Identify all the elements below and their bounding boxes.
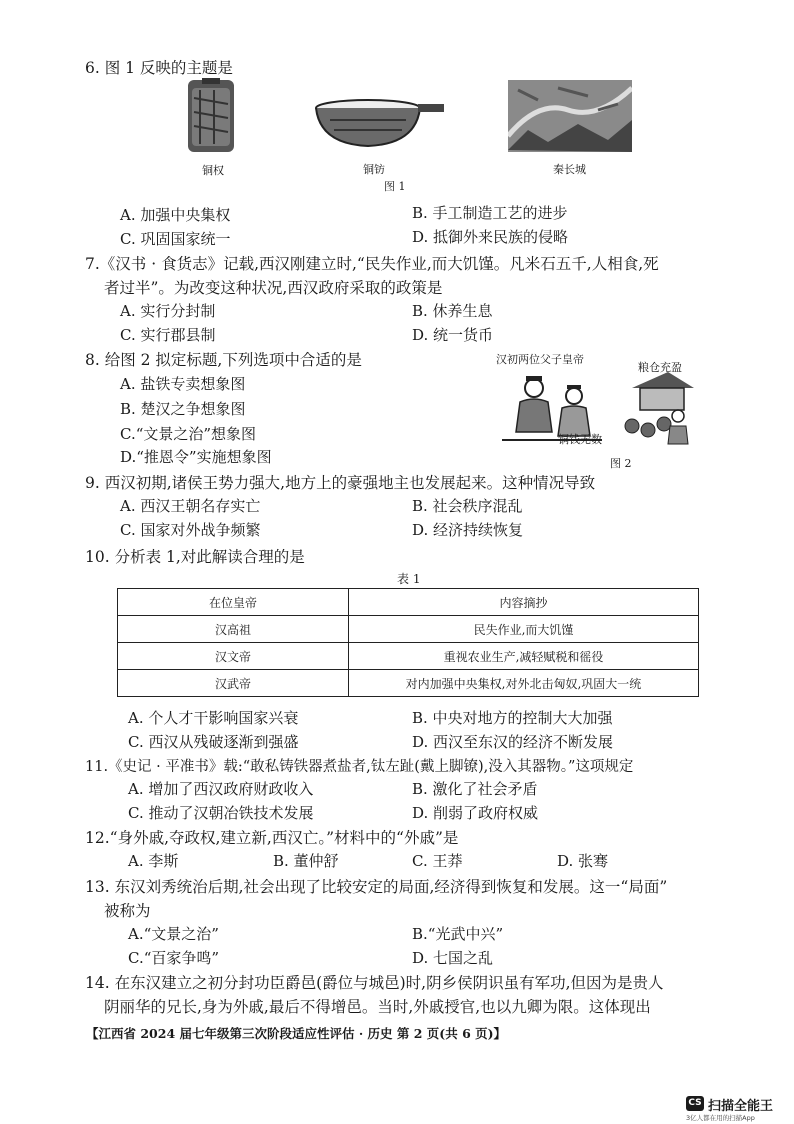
q10-option-a: A. 个人才干影响国家兴衰 [128, 709, 299, 727]
q7-stem-line1: 7.《汉书 · 食货志》记载,西汉刚建立时,“民失作业,而大饥馑。凡米石五千,人相食,死 [85, 255, 659, 273]
q11-option-b: B. 激化了社会矛盾 [412, 780, 538, 798]
q10-option-d: D. 西汉至东汉的经济不断发展 [412, 733, 614, 751]
q10-stem: 10. 分析表 1,对此解读合理的是 [85, 548, 305, 566]
q9-option-b: B. 社会秩序混乱 [412, 497, 523, 515]
watermark-app-name: 扫描全能王 [708, 1099, 774, 1114]
table-cell: 汉武帝 [118, 670, 349, 697]
table-cell: 汉高祖 [118, 616, 349, 643]
q7-option-c: C. 实行郡县制 [120, 326, 216, 344]
q7-option-d: D. 统一货币 [412, 326, 494, 344]
table-header: 在位皇帝 [118, 589, 349, 616]
page-footer: 【江西省 2024 届七年级第三次阶段适应性评估 · 历史 第 2 页(共 6 页)】 [86, 1026, 507, 1041]
q11-option-a: A. 增加了西汉政府财政收入 [128, 780, 314, 798]
q8-option-d: D.“推恩令”实施想象图 [120, 448, 272, 466]
q13-option-b: B.“光武中兴” [412, 925, 504, 943]
q9-option-a: A. 西汉王朝名存实亡 [120, 497, 261, 515]
figure2-label-granary: 粮仓充盈 [638, 361, 682, 374]
q8-option-c: C.“文景之治”想象图 [120, 425, 257, 443]
table-cell: 对内加强中央集权,对外北击匈奴,巩固大一统 [349, 670, 699, 697]
caption-bronze-weight: 铜权 [202, 164, 224, 177]
watermark-tagline: 3亿人都在用的扫描App [686, 1114, 755, 1122]
q12-option-b: B. 董仲舒 [273, 852, 339, 870]
table-header: 内容摘抄 [349, 589, 699, 616]
q12-stem: 12.“身外戚,夺政权,建立新,西汉亡。”材料中的“外戚”是 [85, 829, 459, 847]
q11-stem: 11.《史记 · 平准书》载:“敢私铸铁器煮盐者,钛左趾(戴上脚镣),没入其器物。”这项规定 [85, 759, 634, 775]
table1 [117, 588, 699, 697]
q9-stem: 9. 西汉初期,诸侯王势力强大,地方上的豪强地主也发展起来。这种情况导致 [85, 474, 596, 492]
q13-stem-line1: 13. 东汉刘秀统治后期,社会出现了比较安定的局面,经济得到恢复和发展。这一“局面” [85, 878, 668, 896]
q13-option-c: C.“百家争鸣” [128, 949, 220, 967]
table1-caption: 表 1 [397, 572, 421, 586]
table-cell: 汉文帝 [118, 643, 349, 670]
q11-option-c: C. 推动了汉朝冶铁技术发展 [128, 804, 314, 822]
q7-option-b: B. 休养生息 [412, 302, 493, 320]
q10-option-c: C. 西汉从残破逐渐到强盛 [128, 733, 299, 751]
q6-stem: 6. 图 1 反映的主题是 [85, 59, 233, 77]
bronze-weight-image [186, 78, 236, 154]
q6-option-a: A. 加强中央集权 [120, 206, 231, 224]
q6-option-c: C. 巩固国家统一 [120, 230, 231, 248]
q14-stem-line2: 阴丽华的兄长,身为外戚,最后不得增邑。当时,外戚授官,也以九卿为限。这体现出 [104, 998, 651, 1016]
q7-option-a: A. 实行分封制 [120, 302, 216, 320]
figure2-caption: 图 2 [610, 457, 632, 470]
q8-option-a: A. 盐铁专卖想象图 [120, 375, 246, 393]
bronze-vessel-image [310, 96, 446, 152]
caption-bronze-vessel: 铜钫 [363, 163, 385, 176]
table-row [118, 643, 699, 670]
table-row [118, 616, 699, 643]
q8-option-b: B. 楚汉之争想象图 [120, 400, 246, 418]
q6-option-d: D. 抵御外来民族的侵略 [412, 228, 569, 246]
q12-option-c: C. 王莽 [412, 852, 463, 870]
table-cell: 重视农业生产,减轻赋税和徭役 [349, 643, 699, 670]
q13-option-a: A.“文景之治” [128, 925, 219, 943]
q10-option-b: B. 中央对地方的控制大大加强 [412, 709, 613, 727]
table-cell: 民失作业,而大饥馑 [349, 616, 699, 643]
figure2-label-emperors: 汉初两位父子皇帝 [496, 353, 584, 366]
table-row [118, 670, 699, 697]
camscanner-logo-icon: CS [686, 1096, 704, 1111]
q7-stem-line2: 者过半”。为改变这种状况,西汉政府采取的政策是 [104, 279, 443, 297]
q12-option-d: D. 张骞 [557, 852, 609, 870]
q9-option-c: C. 国家对外战争频繁 [120, 521, 261, 539]
q14-stem-line1: 14. 在东汉建立之初分封功臣爵邑(爵位与城邑)时,阴乡侯阴识虽有军功,但因为是贵人 [85, 974, 664, 992]
q12-option-a: A. 李斯 [128, 852, 179, 870]
figure1-caption: 图 1 [384, 180, 406, 193]
figure2-label-coins: 铜钱无数 [558, 433, 602, 446]
q13-stem-line2: 被称为 [104, 902, 151, 920]
q11-option-d: D. 削弱了政府权威 [412, 804, 539, 822]
q9-option-d: D. 经济持续恢复 [412, 521, 524, 539]
q6-option-b: B. 手工制造工艺的进步 [412, 204, 568, 222]
q8-stem: 8. 给图 2 拟定标题,下列选项中合适的是 [85, 351, 362, 369]
q13-option-d: D. 七国之乱 [412, 949, 494, 967]
table-header-row [118, 589, 699, 616]
caption-great-wall: 秦长城 [553, 163, 586, 176]
great-wall-image [508, 80, 632, 152]
